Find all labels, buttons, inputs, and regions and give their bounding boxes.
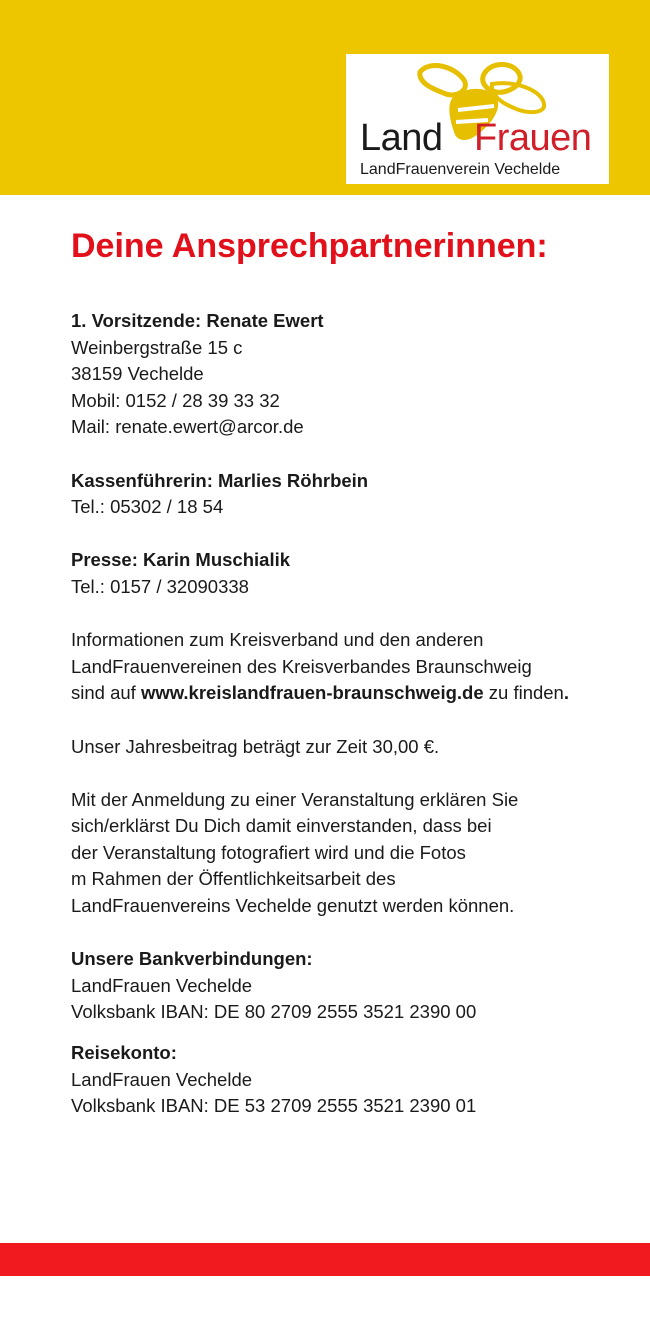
bottom-bar	[0, 1243, 650, 1276]
consent-line-4: m Rahmen der Öffentlichkeitsarbeit des	[71, 868, 396, 890]
chair-city: 38159 Vechelde	[71, 363, 204, 385]
treasurer-phone: Tel.: 05302 / 18 54	[71, 496, 224, 518]
consent-line-3: der Veranstaltung fotografiert wird und die Fotos	[71, 841, 466, 863]
bank-block	[71, 946, 631, 1026]
info-block	[71, 627, 631, 707]
bank-iban: Volksbank IBAN: DE 80 2709 2555 3521 2390 00	[71, 1001, 477, 1023]
info-suffix: zu finden	[483, 682, 564, 704]
travel-name: LandFrauen Vechelde	[71, 1068, 253, 1090]
press-phone: Tel.: 0157 / 32090338	[71, 575, 249, 597]
info-line-3	[71, 680, 631, 707]
info-prefix: sind auf	[71, 682, 141, 704]
consent-line-1: Mit der Anmeldung zu einer Veranstaltung erklären Sie	[71, 788, 519, 810]
consent-line-5: LandFrauenvereins Vechelde genutzt werden können.	[71, 895, 515, 917]
press-heading: Presse: Karin Muschialik	[71, 549, 291, 571]
consent-line-2: sich/erklärst Du Dich damit einverstanden, dass bei	[71, 815, 492, 837]
chair-block	[71, 308, 631, 441]
treasurer-heading: Kassenführerin: Marlies Röhrbein	[71, 469, 369, 491]
travel-heading: Reisekonto:	[71, 1042, 177, 1064]
press-block	[71, 547, 631, 600]
logo-subtitle: LandFrauenverein Vechelde	[360, 161, 561, 178]
info-line-2: LandFrauenvereinen des Kreisverbandes Braunschweig	[71, 655, 532, 677]
logo-word-frauen: Frauen	[474, 117, 592, 159]
contact-content	[71, 224, 631, 1146]
travel-block	[71, 1040, 631, 1120]
logo-word-land: Land	[360, 117, 443, 159]
travel-iban: Volksbank IBAN: DE 53 2709 2555 3521 2390 01	[71, 1095, 477, 1117]
info-period: .	[563, 682, 569, 704]
consent-block	[71, 787, 631, 920]
page-title: Deine Ansprechpartnerinnen:	[71, 227, 548, 265]
fee-block	[71, 734, 631, 761]
bank-heading: Unsere Bankverbindungen:	[71, 948, 313, 970]
landfrauen-logo	[346, 54, 609, 184]
chair-mail: Mail: renate.ewert@arcor.de	[71, 416, 304, 438]
chair-heading: 1. Vorsitzende: Renate Ewert	[71, 310, 324, 331]
info-line-1: Informationen zum Kreisverband und den anderen	[71, 629, 484, 651]
fee-text: Unser Jahresbeitrag beträgt zur Zeit 30,00 €.	[71, 735, 440, 757]
bank-name: LandFrauen Vechelde	[71, 974, 253, 996]
chair-mobile: Mobil: 0152 / 28 39 33 32	[71, 389, 280, 411]
treasurer-block	[71, 468, 631, 521]
kreisverband-link[interactable]: www.kreislandfrauen-braunschweig.de	[140, 682, 484, 704]
chair-street: Weinbergstraße 15 c	[71, 336, 243, 358]
